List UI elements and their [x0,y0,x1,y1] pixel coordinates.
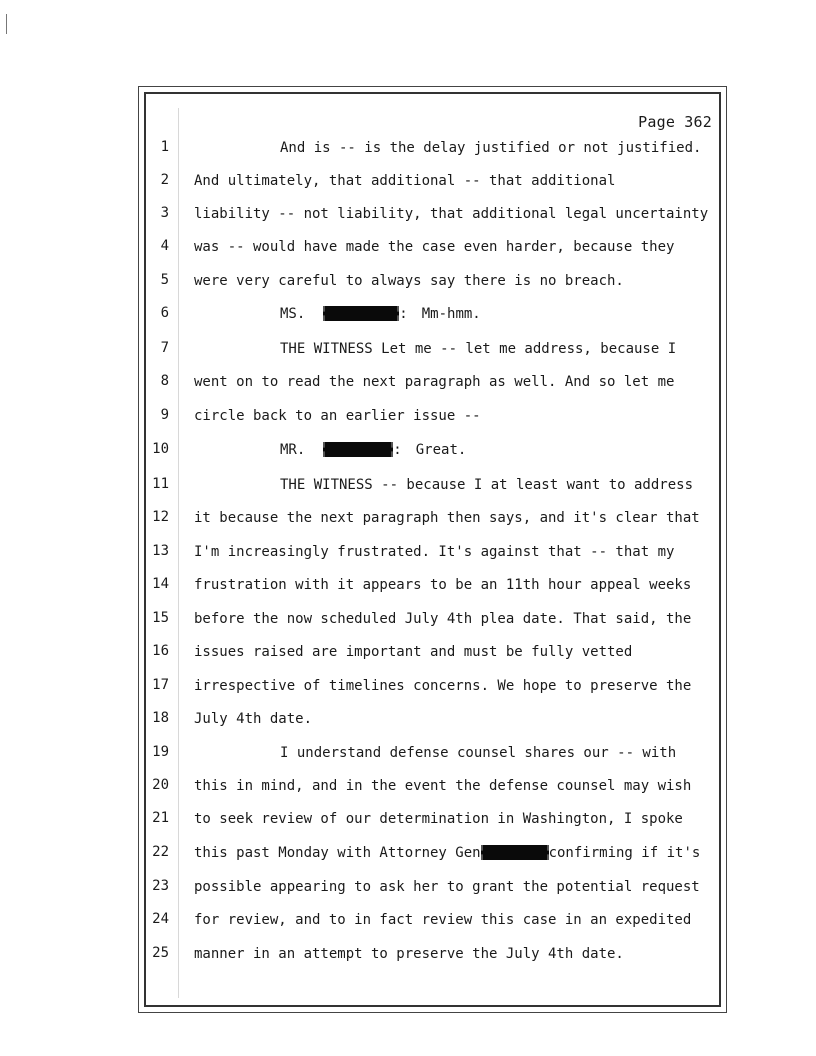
line-number: 10 [152,441,169,457]
line-text: to seek review of our determination in Washington, I spoke [194,811,683,827]
page-number: Page 362 [638,113,712,131]
line-text: I understand defense counsel shares our -- with [280,745,677,761]
line-text: went on to read the next paragraph as well. And so let me [194,374,675,390]
line-number: 21 [152,810,169,826]
transcript-line [150,372,715,396]
line-text: THE WITNESS -- because I at least want to address [280,477,694,493]
transcript-line [150,171,715,195]
line-text: irrespective of timelines concerns. We hope to preserve the [194,678,692,694]
line-number: 22 [152,844,169,860]
line-text-before-redaction: this past Monday with Attorney Gen [194,845,481,861]
redaction-block [323,442,393,457]
speaker-label: MS. [280,306,306,322]
transcript-line [150,809,715,833]
transcript-line [150,339,715,363]
line-text: circle back to an earlier issue -- [194,408,481,424]
line-number: 20 [152,777,169,793]
transcript-line [150,542,715,566]
line-number: 2 [160,172,169,188]
line-number: 9 [160,407,169,423]
line-number: 11 [152,476,169,492]
line-text [280,442,466,458]
line-text: July 4th date. [194,711,313,727]
speaker-remark: Great. [415,442,467,458]
line-text [194,845,700,861]
transcript-line [150,271,715,295]
line-text-after-redaction: confirming if it's [548,845,701,861]
line-number: 24 [152,911,169,927]
speaker-remark: Mm-hmm. [421,306,481,322]
transcript-line [150,676,715,700]
line-text: I'm increasingly frustrated. It's against that -- that my [194,544,675,560]
line-number: 5 [160,272,169,288]
line-text: for review, and to in fact review this case in an expedited [194,912,692,928]
line-number: 18 [152,710,169,726]
redaction-block [323,306,399,321]
line-number: 7 [160,340,169,356]
line-number: 16 [152,643,169,659]
transcript-line [150,776,715,800]
line-number: 6 [160,305,169,321]
transcript-line [150,406,715,430]
transcript-line [150,877,715,901]
transcript-line [150,743,715,767]
line-number: 13 [152,543,169,559]
scan-artifact-mark [6,14,7,34]
transcript-line [150,237,715,261]
transcript-line [150,843,715,867]
line-number: 14 [152,576,169,592]
line-text: was -- would have made the case even harder, because they [194,239,675,255]
transcript-line [150,304,715,328]
speaker-colon: : [399,306,408,322]
line-text: liability -- not liability, that additional legal uncertainty [194,206,709,222]
transcript-line [150,944,715,968]
line-text: it because the next paragraph then says, and it's clear that [194,510,700,526]
line-number: 3 [160,205,169,221]
line-text: were very careful to always say there is no breach. [194,273,624,289]
line-text: possible appearing to ask her to grant the potential request [194,879,700,895]
line-text [280,306,481,322]
speaker-label: MR. [280,442,306,458]
line-number: 1 [160,139,169,155]
transcript-line [150,609,715,633]
transcript-line [150,508,715,532]
line-number: 25 [152,945,169,961]
line-number: 15 [152,610,169,626]
transcript-line [150,475,715,499]
line-number: 12 [152,509,169,525]
transcript-line [150,138,715,162]
line-text: issues raised are important and must be fully vetted [194,644,633,660]
line-text: frustration with it appears to be an 11th hour appeal weeks [194,577,692,593]
line-text: And ultimately, that additional -- that additional [194,173,616,189]
transcript-line [150,910,715,934]
transcript-line [150,642,715,666]
line-number: 23 [152,878,169,894]
line-text: THE WITNESS Let me -- let me address, because I [280,341,677,357]
line-number: 19 [152,744,169,760]
transcript-line [150,575,715,599]
line-text: before the now scheduled July 4th plea date. That said, the [194,611,692,627]
transcript-line [150,709,715,733]
transcript-line [150,204,715,228]
line-text: And is -- is the delay justified or not justified. [280,140,702,156]
redaction-block [481,845,549,860]
line-number: 8 [160,373,169,389]
transcript-line [150,440,715,464]
speaker-colon: : [393,442,402,458]
line-text: this in mind, and in the event the defense counsel may wish [194,778,692,794]
line-number: 4 [160,238,169,254]
line-number: 17 [152,677,169,693]
line-text: manner in an attempt to preserve the July 4th date. [194,946,624,962]
